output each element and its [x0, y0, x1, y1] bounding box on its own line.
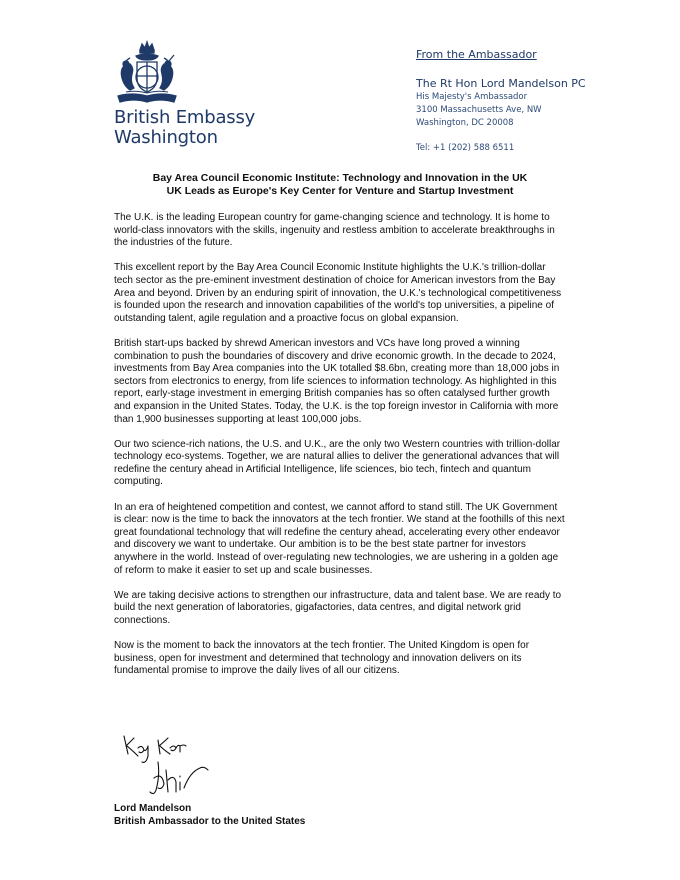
address-line1: 3100 Massachusetts Ave, NW — [416, 105, 542, 115]
ambassador-role: His Majesty's Ambassador — [416, 92, 528, 102]
body-paragraph: We are taking decisive actions to strengthen our infrastructure, data and talent base. We are ready to build the next generation of laboratories, gigafactories, data centres, and digital network grid connections. — [114, 589, 562, 626]
address-line2: Washington, DC 20008 — [416, 118, 514, 128]
royal-coat-of-arms-icon — [112, 40, 182, 108]
headline-line2: UK Leads as Europe's Key Center for Venture and Startup Investment — [166, 185, 514, 197]
embassy-name-line1: British Embassy — [114, 107, 256, 128]
headline-line1: Bay Area Council Economic Institute: Technology and Innovation in the UK — [152, 172, 528, 184]
signer-block — [114, 803, 305, 828]
letter-body — [114, 212, 566, 691]
body-paragraph: Our two science-rich nations, the U.S. and U.K., are the only two Western countries with trillion-dollar technology eco-systems. Together, we are natural allies to deliver the generational advances that will redefine the century ahead in Artificial Intelligence, life sciences, bio tech, fintech and quantum computing. — [114, 438, 561, 488]
body-paragraph: Now is the moment to back the innovators at the tech frontier. The United Kingdom is open for business, open for investment and determined that technology and innovation delivers on its fundamental promise to improve the daily lives of all our citizens. — [114, 640, 530, 677]
document-headline — [114, 172, 566, 198]
body-paragraph: The U.K. is the leading European country for game-changing science and technology. It is home to world-class innovators with the skills, ingenuity and restless ambition to accelerate breakthroughs in the industries of the future. — [114, 212, 555, 249]
body-paragraph: British start-ups backed by shrewd American investors and VCs have long proved a winning combination to push the boundaries of discovery and drive economic growth. In the decade to 2024, investments from Bay Area companies into the UK totalled $8.6bn, creating more than 18,000 jobs in sectors from electronics to energy, from life sciences to information technology. As highlighted in this report, early-stage investment in emerging British companies has so often catalysed further growth and expansion in the United States. Today, the U.K. is the top foreign investor in California with more than 1,900 businesses supporting at least 100,000 jobs. — [114, 337, 560, 425]
body-paragraph: In an era of heightened competition and contest, we cannot afford to stand still. The UK Government is clear: now is the time to back the innovators at the tech frontier. We stand at the foothills of this next great foundational technology that will redefine the century ahead, accelerating every other endeavor and discovery we want to undertake. Our ambition is to be the best state partner for investors anywhere in the world. Instead of over-regulating new technologies, we are ushering in a golden age of reform to make it easier to set up and scale businesses. — [114, 501, 565, 576]
signer-name: Lord Mandelson — [114, 803, 192, 814]
from-block — [416, 48, 586, 153]
body-paragraph: This excellent report by the Bay Area Council Economic Institute highlights the U.K.'s trillion-dollar tech sector as the pre-eminent investment destination of choice for American investors from the Bay Area and beyond. Driven by an enduring spirit of innovation, the U.K.'s technological competitiveness is founded upon the research and innovation capabilities of the world's top universities, a pipeline of outstanding talent, agile regulation and a proactive focus on global expansion. — [114, 262, 562, 324]
embassy-name-line2: Washington — [114, 127, 218, 148]
from-title: From the Ambassador — [416, 48, 537, 61]
embassy-name — [114, 108, 255, 148]
signer-title: British Ambassador to the United States — [114, 815, 306, 827]
handwritten-signature-icon — [118, 732, 228, 804]
telephone: Tel: +1 (202) 588 6511 — [416, 143, 515, 153]
ambassador-name: The Rt Hon Lord Mandelson PC — [416, 77, 586, 90]
